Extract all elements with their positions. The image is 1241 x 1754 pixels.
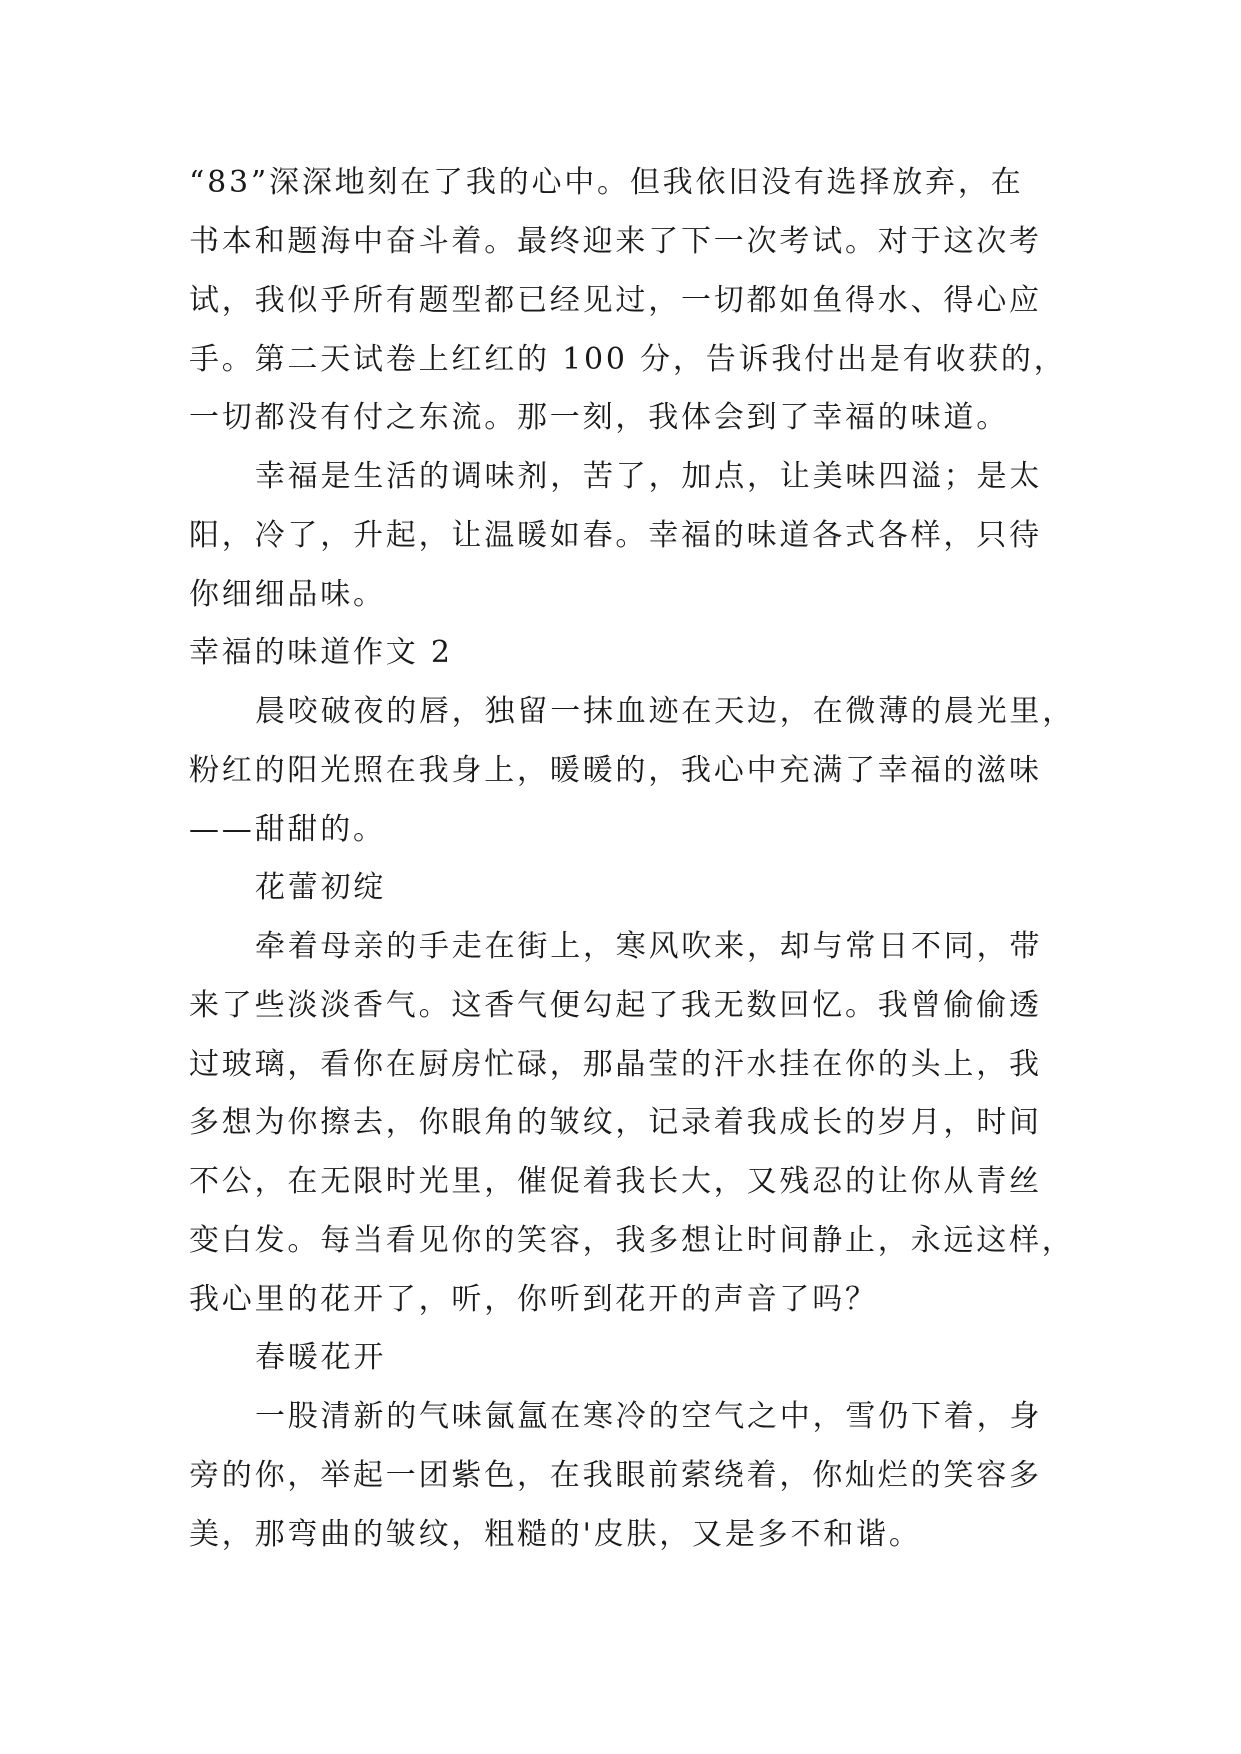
text-line: 一切都没有付之东流。那一刻，我体会到了幸福的味道。 [189,400,1009,435]
text-line: 变白发。每当看见你的笑容，我多想让时间静止，永远这样， [189,1223,1075,1258]
text-line: 来了些淡淡香气。这香气便勾起了我无数回忆。我曾偷偷透 [189,988,1042,1023]
text-line: 多想为你擦去，你眼角的皱纹，记录着我成长的岁月，时间 [189,1105,1042,1140]
text-line: 不公，在无限时光里，催促着我长大，又残忍的让你从青丝 [189,1164,1042,1199]
text-line: 书本和题海中奋斗着。最终迎来了下一次考试。对于这次考 [189,224,1042,259]
paragraph-first-line: 晨咬破夜的唇，独留一抹血迹在天边，在微薄的晨光里， [255,694,1075,729]
subheading: 花蕾初绽 [255,870,387,905]
text-line: “83”深深地刻在了我的心中。但我依旧没有选择放弃，在 [189,165,1024,200]
paragraph-first-line: 幸福是生活的调味剂，苦了，加点，让美味四溢；是太 [255,459,1043,494]
text-line: 我心里的花开了，听，你听到花开的声音了吗？ [189,1282,878,1317]
text-line: 旁的你，举起一团紫色，在我眼前萦绕着，你灿烂的笑容多 [189,1458,1042,1493]
paragraph-first-line: 牵着母亲的手走在街上，寒风吹来，却与常日不同，带 [255,929,1043,964]
text-line: 过玻璃，看你在厨房忙碌，那晶莹的汗水挂在你的头上，我 [189,1047,1042,1082]
text-line: 试，我似乎所有题型都已经见过，一切都如鱼得水、得心应 [189,283,1042,318]
section-title: 幸福的味道作文 2 [189,635,453,670]
subheading: 春暖花开 [255,1340,387,1375]
text-line: 手。第二天试卷上红红的 100 分，告诉我付出是有收获的， [189,342,1067,377]
text-line: 你细细品味。 [189,577,386,612]
text-line: ——甜甜的。 [189,812,386,847]
text-line: 美，那弯曲的皱纹，粗糙的'皮肤，又是多不和谐。 [189,1517,922,1552]
text-line: 阳，冷了，升起，让温暖如春。幸福的味道各式各样，只待 [189,518,1042,553]
paragraph-first-line: 一股清新的气味氤氲在寒冷的空气之中，雪仍下着，身 [255,1399,1043,1434]
text-line: 粉红的阳光照在我身上，暖暖的，我心中充满了幸福的滋味 [189,753,1042,788]
